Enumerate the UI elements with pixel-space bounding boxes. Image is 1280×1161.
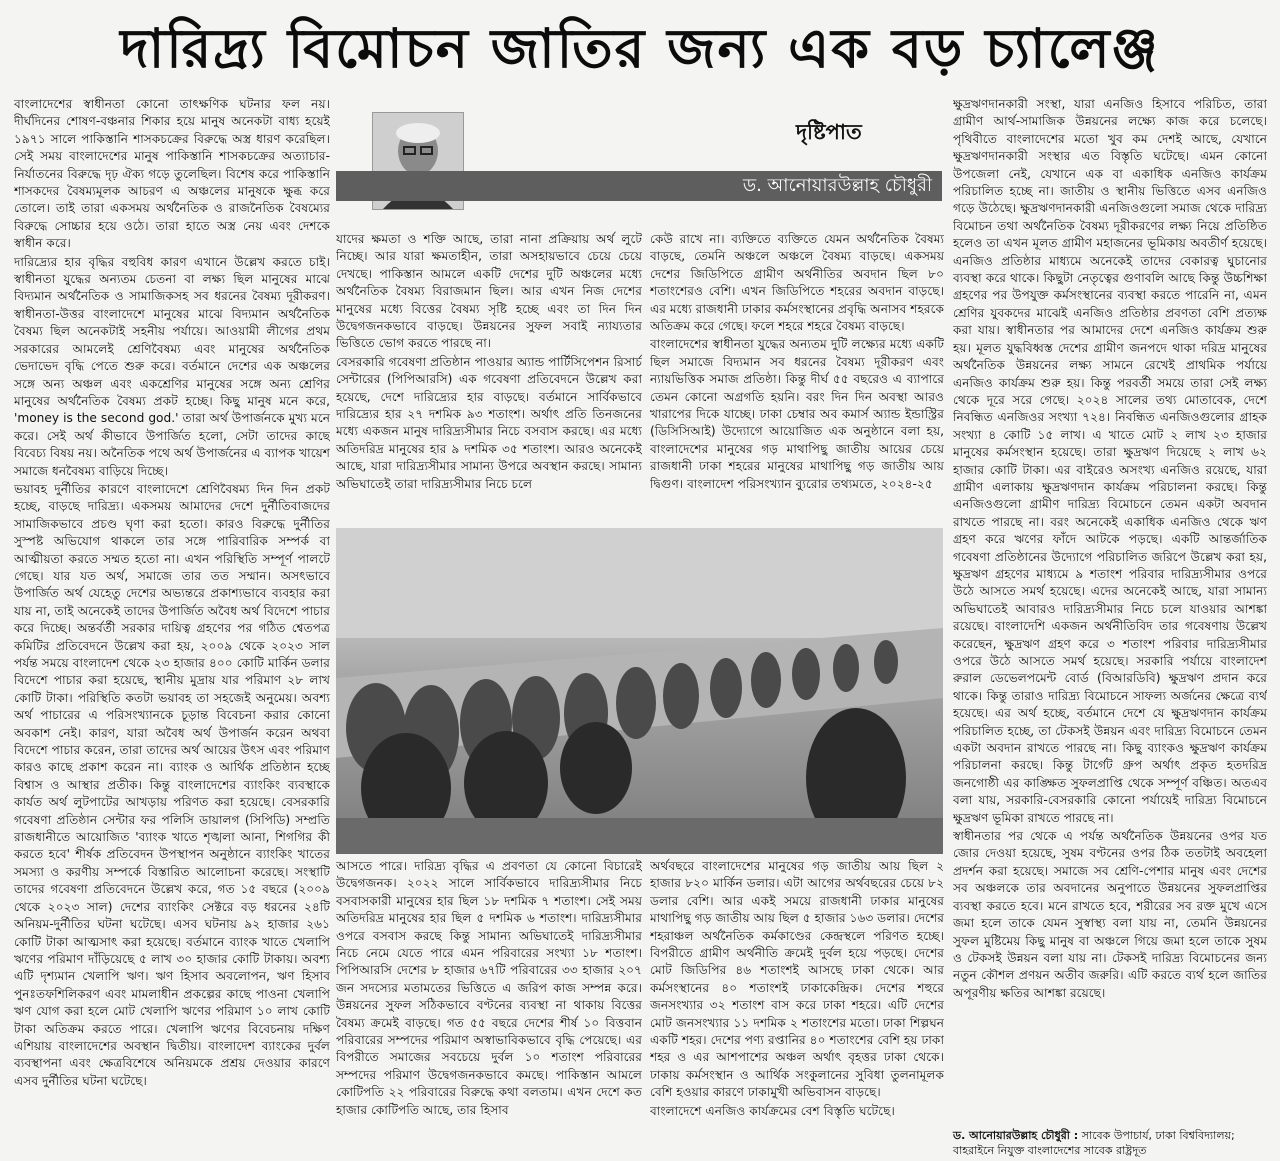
paragraph: অর্থবছরে বাংলাদেশের মানুষের গড় জাতীয় আয় ছিল ২ হাজার ৮২০ মার্কিন ডলার। এটা আগের অর্থবছরের চেয়ে ৮২ ডলার বেশি। আর একই সময়ে রাজধানী ঢাকার মানুষের মাথাপিছু গড় জাতীয় আয় ছিল ৫ হাজার ১৬৩ ডলার। দেশের শহরাঞ্চল অর্থনৈতিক কর্মকাণ্ডের কেন্দ্রস্থলে পরিণত হচ্ছে। বিপরীতে গ্রামীণ অর্থনীতি ক্রমেই দুর্বল হয়ে পড়ছে। দেশের মোট জিডিপির ৪৬ শতাংশই আসছে ঢাকা থেকে। আর কর্মসংস্থানের ৪০ শতাংশই ঢাকাকেন্দ্রিক। দেশের শহুরে জনসংখ্যার ৩২ শতাংশ বাস করে ঢাকা শহরে। এটি দেশের মোট জনসংখ্যার ১১ দশমিক ২ শতাংশের মতো। ঢাকা শিল্পঘন একটি শহর। দেশের পণ্য রপ্তানির ৪০ শতাংশের বেশি হয় ঢাকা শহর ও এর আশপাশের অঞ্চল অর্থাৎ বৃহত্তর ঢাকা থেকে। ঢাকায় কর্মসংস্থান ও আর্থিক সংকুলানের সুবিধা তুলনামূলক বেশি হওয়ার কারণে ঢাকামুখী অভিবাসন বাড়ছে।	[650, 859, 944, 1100]
footnote-name: ড. আনোয়ারউল্লাহ চৌধুরী :	[953, 1129, 1079, 1142]
column-1	[14, 96, 330, 1154]
news-photo	[336, 528, 943, 854]
article-headline: দারিদ্র্য বিমোচন জাতির জন্য এক বড় চ্যালেঞ্জ	[120, 16, 1160, 80]
author-byline: ড. আনোয়ারউল্লাহ চৌধুরী	[472, 171, 942, 201]
section-tag: দৃষ্টিপাত	[796, 120, 862, 144]
author-footnote	[953, 1128, 1267, 1158]
column-2-top	[336, 231, 642, 525]
paragraph: যাদের ক্ষমতা ও শক্তি আছে, তারা নানা প্রক্রিয়ায় অর্থ লুটে নিচ্ছে। আর যারা ক্ষমতাহীন, তারা অসহায়ভাবে চেয়ে চেয়ে দেখছে। পাকিস্তান আমলে একটি দেশের দুটি অঞ্চলের মধ্যে অর্থনৈতিক বৈষম্য বিরাজমান ছিল। আর এখন নিজ দেশের মানুষের মধ্যে বিত্তের বৈষম্য সৃষ্টি হচ্ছে এবং তা দিন দিন উদ্বেগজনকভাবে বাড়ছে। উন্নয়নের সুফল সবাই ন্যায্যতার ভিত্তিতে ভোগ করতে পারছে না।	[336, 232, 642, 351]
byline-bar	[336, 171, 476, 201]
column-3-top	[650, 231, 944, 525]
column-3-bottom	[650, 858, 944, 1154]
paragraph: কেউ রাখে না। ব্যক্তিতে ব্যক্তিতে যেমন অর্থনৈতিক বৈষম্য বাড়ছে, তেমনি অঞ্চলে অঞ্চলে বৈষম্য বাড়ছে। একসময় দেশের জিডিপিতে গ্রামীণ অর্থনীতির অবদান ছিল ৮০ শতাংশেরও বেশি। এখন জিডিপিতে শহরের অবদান বাড়ছে। এর মধ্যে রাজধানী ঢাকার কর্মসংস্থানের প্রবৃদ্ধি অনাসব শহরকে অতিক্রম করে গেছে। ফলে শহরে শহরে বৈষম্য বাড়ছে।	[650, 232, 944, 334]
paragraph: ক্ষুদ্রঋণদানকারী সংস্থা, যারা এনজিও হিসাবে পরিচিত, তারা গ্রামীণ আর্থ-সামাজিক উন্নয়নের লক্ষ্যে কাজ করে চলেছে। পৃথিবীতে বাংলাদেশের মতো খুব কম দেশই আছে, যেখানে ক্ষুদ্রঋণদানকারী সংস্থার এত বিস্তৃতি ঘটেছে। এমন কোনো উপজেলা নেই, যেখানে এক বা একাধিক এনজিও কার্যক্রম পরিচালিত হচ্ছে না। জাতীয় ও স্থানীয় ভিত্তিতে এসব এনজিও গড়ে উঠেছে। ক্ষুদ্রঋণদানকারী এনজিওগুলো সমাজ থেকে দারিদ্র্য বিমোচন তথা অর্থনৈতিক বৈষম্য দূরীকরণের লক্ষ্য নিয়ে প্রতিষ্ঠিত হলেও তা এখন মূলত গ্রামীণ মহাজনের ভূমিকায় অবতীর্ণ হয়েছে। এনজিও প্রতিষ্ঠার মাধ্যমে অনেকেই তাদের বেকারত্ব ঘুচানোর ব্যবস্থা করে থাকে। কিছুটা নেতৃত্বের গুণাবলি আছে কিন্তু উচ্চশিক্ষা গ্রহণের পর উপযুক্ত কর্মসংস্থানের ব্যবস্থা করতে পারেনি না, এমন শ্রেণির যুবকদের মাঝেই এনজিও প্রতিষ্ঠার প্রবণতা বেশি প্রত্যক্ষ করা যায়। স্বাধীনতার পর আমাদের দেশে এনজিও কার্যক্রম শুরু হয়। মূলত যুদ্ধবিধ্বস্ত দেশের গ্রামীণ জনপদে থাকা দরিদ্র মানুষের অর্থনৈতিক উন্নয়নের লক্ষ্য সামনে রেখেই প্রাথমিক পর্যায়ে এনজিও কার্যক্রম শুরু হয়। কিন্তু পরবর্তী সময়ে তারা সেই লক্ষ্য থেকে দূরে সরে গেছে। ২০২৪ সালের তথ্য মোতাবেক, দেশে নিবন্ধিত এনজিওর সংখ্যা ৭২৪। নিবন্ধিত এনজিওগুলোর গ্রাহক সংখ্যা ৪ কোটি ১৫ লাখ। এ খাতে মোট ২ লাখ ২৩ হাজার মানুষের কর্মসংস্থান হয়েছে। তারা ক্ষুদ্রঋণ দিয়েছে ২ লাখ ৬২ হাজার কোটি টাকা। এর বাইরেও অসংখ্য এনজিও রয়েছে, যারা গ্রামীণ এলাকায় ক্ষুদ্রঋণদান কার্যক্রম পরিচালনা করছে। কিন্তু এনজিওগুলো গ্রামীণ দারিদ্র্য বিমোচনে তেমন একটা অবদান রাখতে পারছে না। বরং অনেকেই একাধিক এনজিও থেকে ঋণ গ্রহণ করে ঋণের ফাঁদে আটকে পড়ছে। একটি আন্তর্জাতিক গবেষণা প্রতিষ্ঠানের উদ্যোগে পরিচালিত জরিপে উল্লেখ করা হয়, ক্ষুদ্রঋণ গ্রহণের মাধ্যমে ৯ শতাংশ পরিবার দারিদ্র্যসীমার ওপরে উঠে আসতে সমর্থ হয়েছে। এদের অনেকেই আছে, যারা সামান্য অভিঘাতেই আবারও দারিদ্র্যসীমার নিচে চলে যাওয়ার আশঙ্কা রয়েছে। বাংলাদেশি একজন অর্থনীতিবিদ তার গবেষণায় উল্লেখ করেছেন, ক্ষুদ্রঋণ গ্রহণ করে ৩ শতাংশ পরিবার দারিদ্র্যসীমার ওপরে উঠে আসতে সমর্থ হয়েছে। সরকারি পর্যায়ে বাংলাদেশ রুরাল ডেভেলপমেন্ট বোর্ড (বিআরডিবি) ক্ষুদ্রঋণ প্রদান করে থাকে। কিন্তু তারাও দারিদ্র্য বিমোচনে সাফল্য অর্জনের ক্ষেত্রে ব্যর্থ হয়েছে। এর অর্থ হচ্ছে, বর্তমানে দেশে যে ক্ষুদ্রঋণদান কার্যক্রম পরিচালিত হচ্ছে, তা টেকসই উন্নয়ন এবং দারিদ্র্য বিমোচনে তেমন একটা অবদান রাখতে পারছে না। কিছু ব্যাংকও ক্ষুদ্রঋণ কার্যক্রম পরিচালনা করছে। কিন্তু টার্গেট গ্রুপ অর্থাৎ প্রকৃত হতদরিদ্র জনগোষ্ঠী এর কাঙ্ক্ষিত সুফলপ্রাপ্তি থেকে সম্পূর্ণ বঞ্চিত। অতএব বলা যায়, সরকারি-বেসরকারি কোনো পর্যায়েই দারিদ্র্য বিমোচনে ক্ষুদ্রঋণ ভূমিকা রাখতে পারছে না।	[953, 97, 1267, 825]
paragraph: বাংলাদেশে এনজিও কার্যক্রমের বেশ বিস্তৃতি ঘটেছে।	[650, 1103, 895, 1118]
paragraph: দারিদ্র্যের হার বৃদ্ধির বহুবিধ কারণ এখানে উল্লেখ করতে চাই। স্বাধীনতা যুদ্ধের অন্যতম চেতনা বা লক্ষ্য ছিল মানুষের মাঝে বিদ্যমান অর্থনৈতিক ও সামাজিকসহ সব ধরনের বৈষম্য দূরীকরণ। স্বাধীনতা-উত্তর বাংলাদেশে মানুষের মাঝে বিদ্যমান অর্থনৈতিক বৈষম্য ছিল অনেকটাই সহনীয় পর্যায়ে। আওয়ামী লীগের প্রথম সরকারের আমলেই শ্রেণিবৈষম্য এবং মানুষের অর্থনৈতিক ভেদাভেদ বৃদ্ধি পেতে শুরু করে। বর্তমানে দেশের এক অঞ্চলের সঙ্গে অন্য অঞ্চল এবং একশ্রেণির মানুষের সঙ্গে অন্য শ্রেণির মানুষের অর্থনৈতিক বৈষম্য প্রকট হচ্ছে। কিছু মানুষ মনে করে, 'money is the second god.' তারা অর্থ উপার্জনকে মুখ্য মনে করে। সেই অর্থ কীভাবে উপার্জিত হলো, সেটা তাদের কাছে বিবেচ্য বিষয় নয়। অনৈতিক পথে অর্থ উপার্জনের এ ব্যাপক খায়েশ সমাজে ধনবৈষম্য বাড়িয়ে দিচ্ছে।	[14, 254, 330, 478]
paragraph: বাংলাদেশের স্বাধীনতা কোনো তাৎক্ষণিক ঘটনার ফল নয়। দীর্ঘদিনের শোষণ-বঞ্চনার শিকার হয়ে মানুষ অনেকটা বাধ্য হয়েই ১৯৭১ সালে পাকিস্তানি শাসকচক্রের বিরুদ্ধে অস্ত্র ধারণ করেছিল। সেই সময় বাংলাদেশের মানুষ পাকিস্তানি শাসকচক্রের অত্যাচার-নির্যাতনের বিরুদ্ধে দৃঢ় ঐক্য গড়ে তুলেছিল। বিশেষ করে পাকিস্তানি শাসকদের বৈষম্যমূলক আচরণ এ অঞ্চলের মানুষকে ক্ষুব্ধ করে তোলে। তাই তারা একসময় অর্থনৈতিক ও রাজনৈতিক বৈষম্যের বিরুদ্ধে সোচ্চার হয়ে ওঠে। তারা হাতে অস্ত্র নেয় এবং দেশকে স্বাধীন করে।	[14, 97, 330, 251]
column-2-bottom	[336, 858, 642, 1154]
paragraph: বাংলাদেশের স্বাধীনতা যুদ্ধের অন্যতম দুটি লক্ষ্যের মধ্যে একটি ছিল সমাজে বিদ্যমান সব ধরনের বৈষম্য দূরীকরণ এবং ন্যায়ভিত্তিক সমাজ প্রতিষ্ঠা। কিন্তু দীর্ঘ ৫৫ বছরেও এ ব্যাপারে তেমন কোনো অগ্রগতি হয়নি। বরং দিন দিন অবস্থা আরও খারাপের দিকে যাচ্ছে। ঢাকা চেম্বার অব কমার্স অ্যান্ড ইন্ডাস্ট্রির (ডিসিসিআই) উদ্যোগে আয়োজিত এক অনুষ্ঠানে বলা হয়, বাংলাদেশের মানুষের গড় মাথাপিছু জাতীয় আয়ের চেয়ে রাজধানী ঢাকা শহরের মানুষের মাথাপিছু গড় জাতীয় আয় দ্বিগুণ। বাংলাদেশ পরিসংখ্যান ব্যুরোর তথ্যমতে, ২০২৪-২৫	[650, 337, 944, 491]
column-4	[953, 96, 1267, 1128]
paragraph: বেসরকারি গবেষণা প্রতিষ্ঠান পাওয়ার অ্যান্ড পার্টিসিপেশন রিসার্চ সেন্টারের (পিপিআরসি) এক গবেষণা প্রতিবেদনে উল্লেখ করা হয়েছে, দেশে দারিদ্র্যের হার বাড়ছে। বর্তমানে সার্বিকভাবে দারিদ্র্যের হার ২৭ দশমিক ৯৩ শতাংশ। অর্থাৎ প্রতি তিনজনের মধ্যে একজন মানুষ দারিদ্র্যসীমার নিচে বসবাস করছে। এর মধ্যে অতিদরিদ্র মানুষের হার ৯ দশমিক ৩৫ শতাংশ। আরও অনেকেই আছে, যারা দারিদ্র্যসীমার সামান্য উপরে অবস্থান করছে। সামান্য অভিঘাতেই তারা দারিদ্র্যসীমার নিচে চলে	[336, 354, 642, 491]
footnote-text: সাবেক উপাচার্য, ঢাকা বিশ্ববিদ্যালয়; বাহরাইনে নিযুক্ত বাংলাদেশের সাবেক রাষ্ট্রদূত	[953, 1129, 1235, 1157]
paragraph: আসতে পারে। দারিদ্র্য বৃদ্ধির এ প্রবণতা যে কোনো বিচারেই উদ্বেগজনক। ২০২২ সালে সার্বিকভাবে দারিদ্র্যসীমার নিচে বসবাসকারী মানুষের হার ছিল ১৮ দশমিক ৭ শতাংশ। সেই সময় অতিদরিদ্র মানুষের হার ছিল ৫ দশমিক ৬ শতাংশ। দারিদ্র্যসীমার ওপরে বসবাস করছে কিন্তু সামান্য অভিঘাতেই দারিদ্র্যসীমার নিচে নেমে যেতে পারে এমন পরিবারের সংখ্যা ১৮ শতাংশ। পিপিআরসি দেশের ৮ হাজার ৬৭টি পরিবারের ৩৩ হাজার ২০৭ জন সদস্যের মতামতের ভিত্তিতে এ জরিপ কাজ সম্পন্ন করে। উন্নয়নের সুফল সঠিকভাবে বণ্টনের ব্যবস্থা না থাকায় বিত্তের বৈষম্য ক্রমেই বাড়ছে। গত ৫৫ বছরে দেশের শীর্ষ ১০ বিত্তবান পরিবারের সম্পদের পরিমাণ অস্বাভাবিকভাবে বৃদ্ধি পেয়েছে। এর বিপরীতে সমাজের সবচেয়ে দুর্বল ১০ শতাংশ পরিবারের সম্পদের পরিমাণ উদ্বেগজনকভাবে কমছে। পাকিস্তান আমলে কোটিপতি ২২ পরিবারের বিরুদ্ধে কথা বলতাম। এখন দেশে কত হাজার কোটিপতি আছে, তার হিসাব	[336, 859, 642, 1117]
paragraph: স্বাধীনতার পর থেকে এ পর্যন্ত অর্থনৈতিক উন্নয়নের ওপর যত জোর দেওয়া হয়েছে, সুষম বণ্টনের ওপর ঠিক ততটাই অবহেলা প্রদর্শন করা হয়েছে। সমাজে সব শ্রেণি-পেশার মানুষ এবং দেশের সব অঞ্চলকে তার অবদানের অনুপাতে উন্নয়নের সুফলপ্রাপ্তির ব্যবস্থা করতে হবে। মনে রাখতে হবে, শরীরের সব রক্ত মুখে এসে জমা হলে তাকে যেমন সুস্বাস্থ্য বলা যায় না, তেমনি উন্নয়নের সুফল মুষ্টিমেয় কিছু মানুষ বা অঞ্চলে গিয়ে জমা হলে তাকে সুষম ও টেকসই উন্নয়ন বলা যায় না। টেকসই দারিদ্র্য বিমোচনের জন্য নতুন কৌশল প্রণয়ন অতীব জরুরি। এটি করতে ব্যর্থ হলে জাতির অপূরণীয় ক্ষতির আশঙ্কা রয়েছে।	[953, 829, 1267, 1000]
paragraph: ভয়াবহ দুর্নীতির কারণে বাংলাদেশে শ্রেণিবৈষম্য দিন দিন প্রকট হচ্ছে, বাড়ছে দারিদ্র্য। একসময় আমাদের দেশে দুর্নীতিবাজদের সামাজিকভাবে প্রচণ্ড ঘৃণা করা হতো। কারও বিরুদ্ধে দুর্নীতির সুস্পষ্ট অভিযোগ থাকলে তার সঙ্গে পারিবারিক সম্পর্ক বা আত্মীয়তা করতে সম্মত হতো না। এখন পরিস্থিতি সম্পূর্ণ পালটে গেছে। যার যত অর্থ, সমাজে তার তত সম্মান। অসৎভাবে উপার্জিত অর্থ যেহেতু দেশের অভ্যন্তরে প্রকাশ্যভাবে ব্যবহার করা যায় না, তাই অনেকেই তাদের উপার্জিত অবৈধ অর্থ বিদেশে পাচার করে দিচ্ছে। অন্তর্বর্তী সরকার দায়িত্ব গ্রহণের পর গঠিত শ্বেতপত্র কমিটির প্রতিবেদনে উল্লেখ করা হয়, ২০০৯ থেকে ২০২৩ সাল পর্যন্ত সময়ে বাংলাদেশ থেকে ২৩ হাজার ৪০০ কোটি মার্কিন ডলার বিদেশে পাচার করা হয়েছে, স্থানীয় মুদ্রায় যার পরিমাণ ২৮ লাখ কোটি টাকা। পরিস্থিতি কতটা ভয়াবহ তা সহজেই অনুমেয়। অবশ্য অর্থ পাচারের এ পরিসংখ্যানকে চূড়ান্ত বিবেচনা করার কোনো অবকাশ নেই। কারণ, যারা অবৈধ অর্থ উপার্জন করেন অথবা বিদেশে পাচার করেন, তারা তাদের অর্থ আয়ের উৎস এবং পরিমাণ কারও কাছে প্রকাশ করেন না। ব্যাংক ও আর্থিক প্রতিষ্ঠান হচ্ছে বিশ্বাস ও আস্থার প্রতীক। কিন্তু বাংলাদেশের ব্যাংকিং ব্যবস্থাকে কার্যত অর্থ লুটপাটের আখড়ায় পরিণত করা হয়েছে। বেসরকারি গবেষণা প্রতিষ্ঠান সেন্টার ফর পলিসি ডায়ালগ (সিপিডি) সম্প্রতি রাজধানীতে আয়োজিত 'ব্যাংক খাতে শৃঙ্খলা আনা, শিগগির কী করতে হবে' শীর্ষক প্রতিবেদন উপস্থাপন অনুষ্ঠানে ব্যাংকিং খাতের সমস্যা ও করণীয় সম্পর্কে বিস্তারিত আলোচনা করেছে। সংস্থাটি তাদের গবেষণা প্রতিবেদনে উল্লেখ করে, গত ১৫ বছরে (২০০৯ থেকে ২০২৩ সাল) দেশের ব্যাংকিং সেক্টরে বড় ধরনের ২৪টি অনিয়ম-দুর্নীতির ঘটনা ঘটেছে। এসব ঘটনায় ৯২ হাজার ২৬১ কোটি টাকা আত্মসাৎ করা হয়েছে। বর্তমানে ব্যাংক খাতে খেলাপি ঋণের পরিমাণ দাঁড়িয়েছে ৫ লাখ ৩০ হাজার কোটি টাকায়। অবশ্য এটি দৃশ্যমান খেলাপি ঋণ। ঋণ হিসাব অবলোপন, ঋণ হিসাব পুনঃতফশিলিকরণ এবং মামলাধীন প্রকল্পের কাছে পাওনা খেলাপি ঋণ যোগ করা হলে মোট খেলাপি ঋণের পরিমাণ ১০ লাখ কোটি টাকা অতিক্রম করতে পারে। খেলাপি ঋণের বিবেচনায় দক্ষিণ এশিয়ায় বাংলাদেশের অবস্থান দ্বিতীয়। বাংলাদেশ ব্যাংকের দুর্বল ব্যবস্থাপনা এবং ক্ষেত্রবিশেষে অনিয়মকে প্রশ্রয় দেওয়ার কারণে এসব দুর্নীতির ঘটনা ঘটেছে।	[14, 481, 330, 1088]
